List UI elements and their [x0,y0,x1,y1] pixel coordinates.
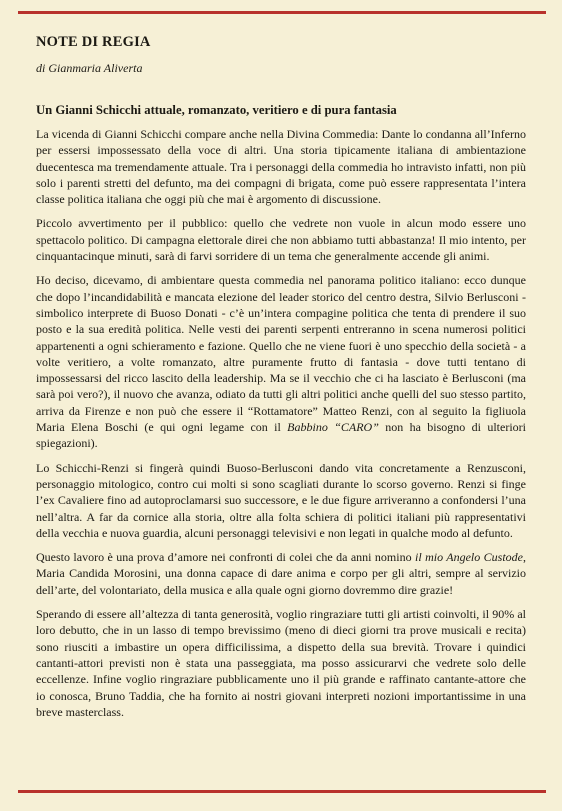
author-line: di Gianmaria Aliverta [36,61,143,75]
paragraph-5 [36,549,526,598]
paragraph-3-text: Ho deciso, dicevamo, di ambientare questa commedia nel panorama politico italiano: ecco dunque che dopo l’incandidabilità e mancata elezione del leader storico del centro destra, Silvio Berlusconi - simbolico interprete di Buoso Donati - c’è un’intera compagine politica che tenta di prendere il suo posto e la sua eredità politica. Nelle vesti dei parenti serpenti entreranno in scena numerosi politici appartenenti a ogni schieramento e fazione. Quello che ne viene fuori è uno specchio della società - a volte veritiero, a volte romanzato, altre puramente frutto di fantasia - dove tutti tentano di impossessarsi del ricco lascito della leadership. Ma se il vecchio che ci ha lasciato è Berlusconi (ma sarà poi vero?), il nuovo che avanza, odiato da tutti gli altri politici anche quelli del suo stesso partito, arriva da Firenze e non può che essere il “Rottamatore” Matteo Renzi, con al seguito la figliuola Maria Elena Boschi (e qui ogni legame con il [36,273,526,435]
paragraph-5-text-end: , Maria Candida Morosini, una donna capace di dare anima e corpo per gli altri, sempre al servizio dell’arte, del volontariato, della musica e alla quale ogni giorno dovremmo dire grazie! [36,550,526,597]
paragraph-2: Piccolo avvertimento per il pubblico: quello che vedrete non vuole in alcun modo essere uno spettacolo politico. Di campagna elettorale direi che non abbiamo tutti abbastanza! Il mio intento, per cinquantacinque minuti, sarà di farvi sorridere di un tema che generalmente accende gli animi. [36,216,526,264]
paragraph-4: Lo Schicchi-Renzi si fingerà quindi Buoso-Berlusconi dando vita concretamente a Renzusconi, personaggio mitologico, contro cui molti si sono scagliati durante lo scorso governo. Renzi si finge l’ex Cavaliere fino ad autoproclamarsi suo successore, e le due figure arriveranno a confondersi l’una nell’altra. A far da cornice alla storia, oltre alla folta schiera di politici italiani più rappresentativi della vecchia e nuova guardia, alcuni personaggi televisivi e non legati in qualche modo al defunto. [36,460,526,540]
top-rule [18,11,546,14]
bottom-rule [18,790,546,793]
paragraph-5-text: Questo lavoro è una prova d’amore nei confronti di colei che da anni nomino [36,550,415,565]
paragraph-3 [36,272,526,451]
director-notes [36,34,526,720]
section-heading: Un Gianni Schicchi attuale, romanzato, veritiero e di pura fantasia [36,103,397,117]
paragraph-3-italic: Babbino “CARO” [287,420,379,435]
paragraph-3-text-end: non ha bisogno di ulteriori spiegazioni). [36,420,526,451]
document-title: NOTE DI REGIA [36,34,151,50]
paragraph-6: Sperando di essere all’altezza di tanta generosità, voglio ringraziare tutti gli artisti coinvolti, il 90% al loro debutto, che in un lasso di tempo brevissimo (meno di dieci giorni tra prove musicali e recita) sono riusciti a imbastire un opera difficilissima, a dispetto della sua brevità. Trovare i quindici cantanti-attori previsti non è stata una passeggiata, ma posso assicurarvi che vedrete solo delle eccellenze. Infine voglio ringraziare pubblicamente uno il più grande e raffinato cantante-attore che io conosca, Bruno Taddia, che ha fornito ai nostri giovani interpreti nozioni importantissime in una breve masterclass. [36,607,526,719]
paragraph-1: La vicenda di Gianni Schicchi compare anche nella Divina Commedia: Dante lo condanna all’Inferno per essersi impossessato della voce di altri. Una storia tipicamente italiana di ambientazione duecentesca ma tremendamente attuale. Tra i personaggi della commedia ho intravisto infatti, non più solo i parenti stretti del defunto, ma dei compagni di brigata, come può essere rappresentata l’intera classe politica italiana che oggi più che mai è argomento di discussione. [36,127,526,207]
paragraph-5-italic: il mio Angelo Custode [414,550,523,565]
